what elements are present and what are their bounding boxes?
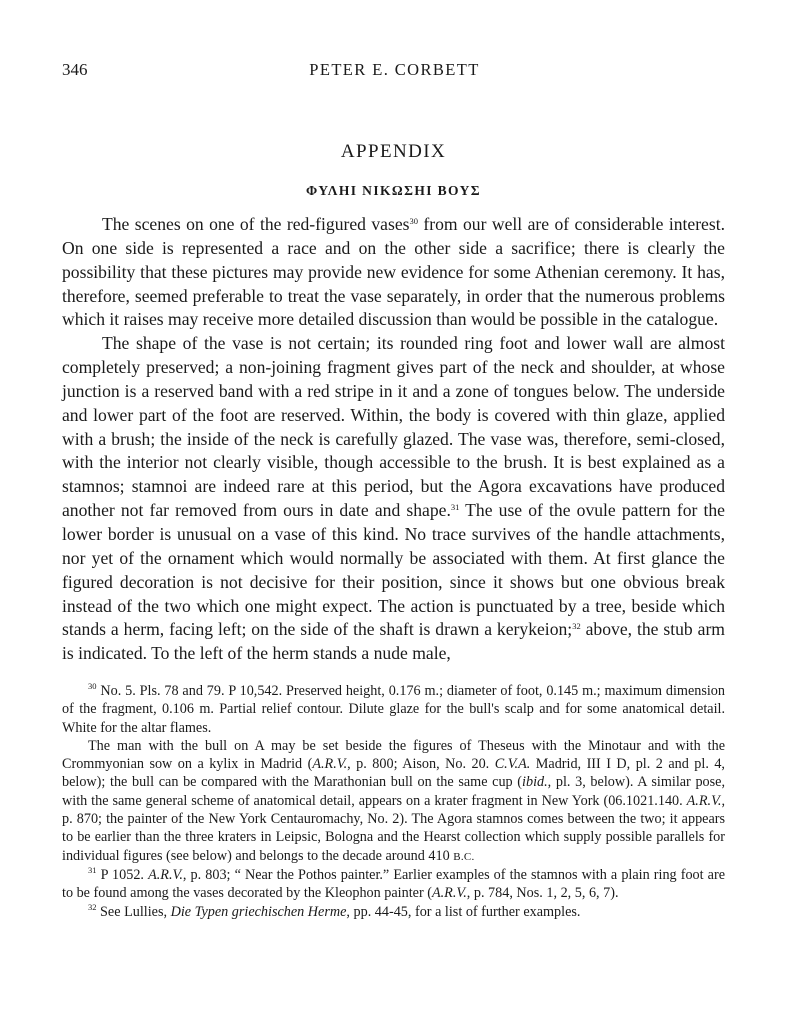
citation-arv: A.R.V. [431, 885, 467, 902]
footnote-30b-text-2: , p. 800; Aison, No. 20. [347, 756, 495, 773]
citation-arv: A.R.V. [312, 756, 348, 773]
footnote-32-number: 32 [88, 901, 97, 912]
running-head: PETER E. CORBETT [309, 60, 480, 79]
p1-text-b: from our well are of considerable interest. On one side is represented a race and on the other side a sacrifice; there is clearly the possibility that these pictures may provide new evidence for some Athenian ceremony. It has, therefore, seemed preferable to treat the vase separately, in order that the numerous problems which it raises may receive more detailed discussion than would be possible in the catalogue. [62, 214, 725, 330]
footnote-31-text-1: P 1052. [96, 866, 149, 883]
paragraph-2 [62, 332, 725, 666]
footnote-30-continued [62, 737, 725, 866]
footnote-32-text-2: , pp. 44-45, for a list of further examples. [346, 903, 581, 920]
page-header [62, 60, 727, 84]
body-text [62, 213, 725, 666]
p1-text-a: The scenes on one of the red-figured vases [102, 214, 410, 234]
footnote-31-text-3: , p. 784, Nos. 1, 2, 5, 6, 7). [466, 885, 619, 902]
footnote-ref-32: 32 [572, 621, 581, 632]
footnote-31 [62, 866, 725, 903]
footnote-30b-text-3: Madrid, III I D, pl. 2 and pl. 4, below); the bull can be compared with the Marathonian bull on the same cup ( [62, 756, 725, 791]
footnote-32 [62, 903, 725, 921]
footnote-30b-text-5: , p. 870; the painter of the New York Centauromachy, No. 2). The Agora stamnos comes between the two; it appears to be earlier than the three kraters in Leipsic, Bologna and the Hearst collection which supply possible parallels for individual figures (see below) and belongs to the decade around 410 [62, 792, 725, 864]
citation-cva: C.V.A. [494, 756, 531, 773]
footnote-32-text-1: See Lullies, [96, 903, 171, 920]
citation-ibid: ibid. [522, 774, 548, 791]
p2-text-b: The use of the ovule pattern for the lower border is unusual on a vase of this kind. No trace survives of the handle attachments, nor yet of the ornament which would normally be associated with them. At first glance the figured decoration is not decisive for their position, since it shows but one obvious break instead of the two which one might expect. The action is punctuated by a tree, beside which stands a herm, facing left; on the side of the shaft is drawn a kerykeion; [62, 500, 725, 640]
citation-book-title: Die Typen griechischen Herme [170, 903, 347, 920]
citation-arv: A.R.V. [148, 866, 183, 883]
footnote-ref-31: 31 [450, 502, 460, 513]
section-title: APPENDIX [340, 141, 447, 162]
p2-text-c: above, the stub arm is indicated. To the left of the herm stands a nude male, [62, 619, 725, 664]
footnote-30-number: 30 [88, 681, 97, 691]
section-subtitle: ΦΥΛΗΙ ΝΙΚΩΣΗΙ ΒΟΥΣ [306, 183, 481, 198]
p2-text-a: The shape of the vase is not certain; its rounded ring foot and lower wall are almost completely preserved; a non-joining fragment gives part of the neck and shoulder, at whose junction is a reserved band with a red stripe in it and a zone of tongues below. The underside and lower part of the foot are reserved. Within, the body is covered with thin glaze, applied with a brush; the inside of the neck is carefully glazed. The vase was, therefore, semi-closed, with the interior not clearly visible, though accessible to the brush. It is best explained as a stamnos; stamnoi are indeed rare at this period, but the Agora excavations have produced another not far removed from ours in date and shape. [62, 333, 725, 521]
page-number: 346 [62, 60, 88, 79]
footnote-30 [62, 682, 725, 737]
era-bc: B.C. [453, 850, 475, 863]
footnote-30-text: No. 5. Pls. 78 and 79. P 10,542. Preserved height, 0.176 m.; diameter of foot, 0.145 m.; maximum dimension of the fragment, 0.106 m. Partial relief contour. Dilute glaze for the bull's scalp and for some anatomical detail. White for the altar flames. [62, 683, 725, 736]
paragraph-1 [62, 213, 725, 332]
footnote-30b-text-1: The man with the bull on A may be set beside the figures of Theseus with the Minotaur and with the Crommyonian sow on a kylix in Madrid ( [62, 737, 725, 773]
citation-arv: A.R.V. [686, 792, 722, 809]
footnote-31-number: 31 [88, 864, 97, 875]
footnote-31-text-2: , p. 803; “ Near the Pothos painter.” Earlier examples of the stamnos with a plain ring foot are to be found among the vases decorated by the Kleophon painter ( [62, 866, 725, 902]
footnote-30b-text-4: , pl. 3, below). A similar pose, with the same general scheme of anatomical detail, appears on a krater fragment in New York (06.1021.140. [62, 774, 726, 809]
footnotes [62, 682, 725, 921]
footnote-ref-30: 30 [409, 216, 418, 226]
